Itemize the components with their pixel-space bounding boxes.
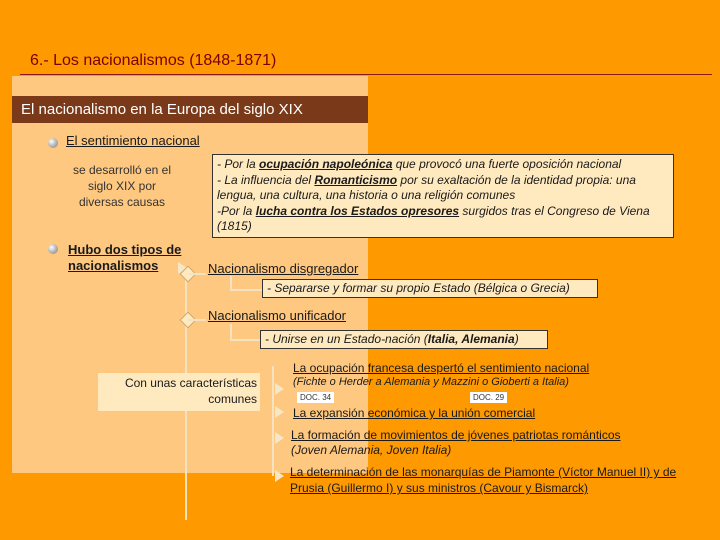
connector-line (230, 324, 232, 340)
causes-box (212, 154, 674, 238)
type2-desc-box: - Unirse en un Estado-nación (Italia, Alemania) (260, 330, 548, 349)
section2-heading: Hubo dos tipos de nacionalismos (68, 242, 182, 273)
type2-label: Nacionalismo unificador (208, 308, 347, 323)
cause-oppressors: -Por la lucha contra los Estados opresores surgidos tras el Congreso de Viena (1815) (217, 203, 650, 233)
slide-title: 6.- Los nacionalismos (1848-1871) (30, 52, 277, 69)
connector-line (272, 366, 274, 476)
connector-line (230, 289, 262, 291)
characteristics-box: Con unas características comunes (98, 373, 260, 411)
bullet-icon (48, 138, 58, 148)
doc-34-label: DOC. 34 (297, 392, 334, 403)
connector-line (188, 319, 206, 321)
char-item-occupation: La ocupación francesa despertó el sentimiento nacional (293, 361, 590, 375)
type1-label: Nacionalismo disgregador (208, 261, 359, 276)
cause-napoleonic: - Por la ocupación napoleónica que provocó una fuerte oposición nacional (217, 157, 622, 171)
char-item-youth: La formación de movimientos de jóvenes patriotas románticos (Joven Alemania, Joven Italia) (291, 428, 621, 457)
arrow-icon (275, 432, 284, 444)
arrow-icon (275, 383, 284, 395)
section-banner: El nacionalismo en la Europa del siglo XIX (12, 96, 368, 123)
char-item-monarchies: La determinación de las monarquías de Piamonte (Víctor Manuel II) y de Prusia (Guillermo I) y sus ministros (Cavour y Bismarck) (290, 465, 677, 495)
section1-heading: El sentimiento nacional (66, 133, 200, 148)
origin-text: se desarrolló en el siglo XIX por diversas causas (72, 163, 172, 209)
char-item-occupation-note: (Fichte o Herder a Alemania y Mazzini o Gioberti a Italia) (293, 376, 569, 388)
doc-29-label: DOC. 29 (470, 392, 507, 403)
arrow-icon (275, 406, 284, 418)
bullet-icon (48, 244, 58, 254)
type1-desc-box: - Separarse y formar su propio Estado (Bélgica o Grecia) (262, 279, 598, 298)
char-item-economy: La expansión económica y la unión comercial (293, 406, 536, 420)
cause-romanticism: - La influencia del Romanticismo por su exaltación de la identidad propia: una lengua, una cultura, una historia o una religión comunes (217, 172, 636, 202)
connector-line (230, 339, 262, 341)
title-divider (20, 74, 712, 75)
connector-line (230, 276, 232, 290)
arrow-icon (275, 470, 284, 482)
connector-line (188, 273, 206, 275)
